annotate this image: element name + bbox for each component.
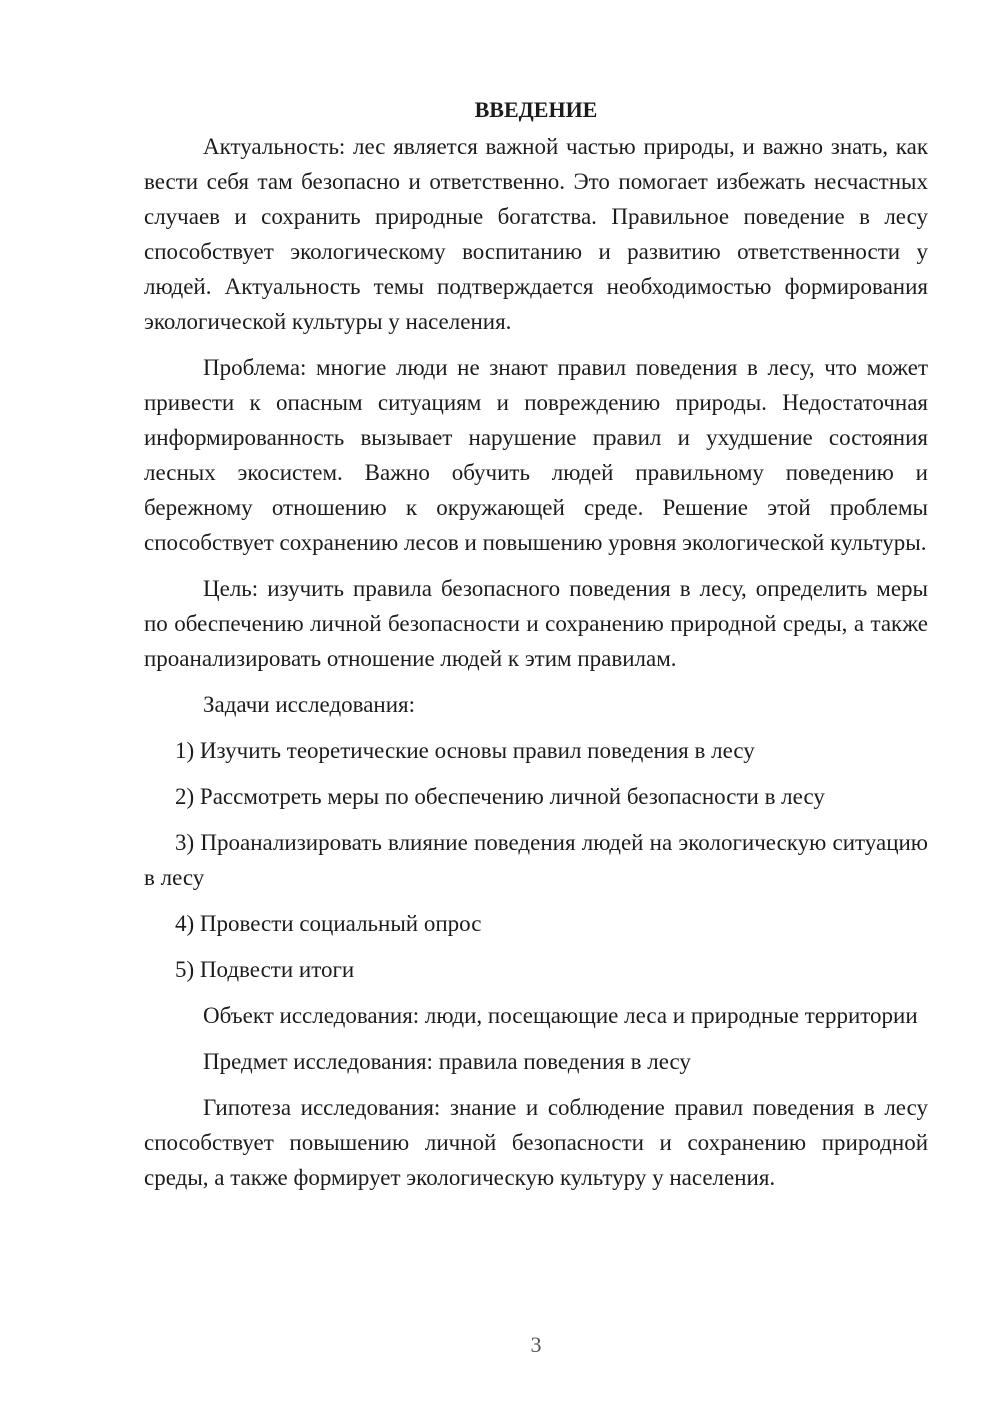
paragraph-object: Объект исследования: люди, посещающие леса и природные территории	[203, 1003, 918, 1028]
task-item-4: 4) Провести социальный опрос	[175, 911, 482, 936]
page-number: 3	[530, 1332, 542, 1357]
page-content	[144, 92, 928, 1206]
paragraph-hypothesis: Гипотеза исследования: знание и соблюдение правил поведения в лесу способствует повышению личной безопасности и сохранению природной среды, а также формирует экологическую культуру у населения.	[144, 1095, 928, 1190]
task-item-3: 3) Проанализировать влияние поведения людей на экологическую ситуацию в лесу	[144, 830, 928, 890]
paragraph-subject: Предмет исследования: правила поведения в лесу	[203, 1049, 691, 1074]
task-item-5: 5) Подвести итоги	[175, 957, 355, 982]
paragraph-problem: Проблема: многие люди не знают правил поведения в лесу, что может привести к опасным ситуациям и повреждению природы. Недостаточная информированность вызывает нарушение правил и ухудшение состояния лесных экосистем. Важно обучить людей правильному поведению и бережному отношению к окружающей среде. Решение этой проблемы способствует сохранению лесов и повышению уровня экологической культуры.	[144, 355, 928, 555]
paragraph-goal: Цель: изучить правила безопасного поведения в лесу, определить меры по обеспечению личной безопасности и сохранению природной среды, а также проанализировать отношение людей к этим правилам.	[144, 576, 928, 671]
task-item-1: 1) Изучить теоретические основы правил поведения в лесу	[175, 738, 755, 763]
section-title: ВВЕДЕНИЕ	[474, 97, 598, 122]
paragraph-relevance: Актуальность: лес является важной частью природы, и важно знать, как вести себя там безопасно и ответственно. Это помогает избежать несчастных случаев и сохранить природные богатства. Правильное поведение в лесу способствует экологическому воспитанию и развитию ответственности у людей. Актуальность темы подтверждается необходимостью формирования экологической культуры у населения.	[144, 134, 928, 334]
tasks-heading: Задачи исследования:	[203, 692, 416, 717]
task-item-2: 2) Рассмотреть меры по обеспечению личной безопасности в лесу	[175, 784, 825, 809]
